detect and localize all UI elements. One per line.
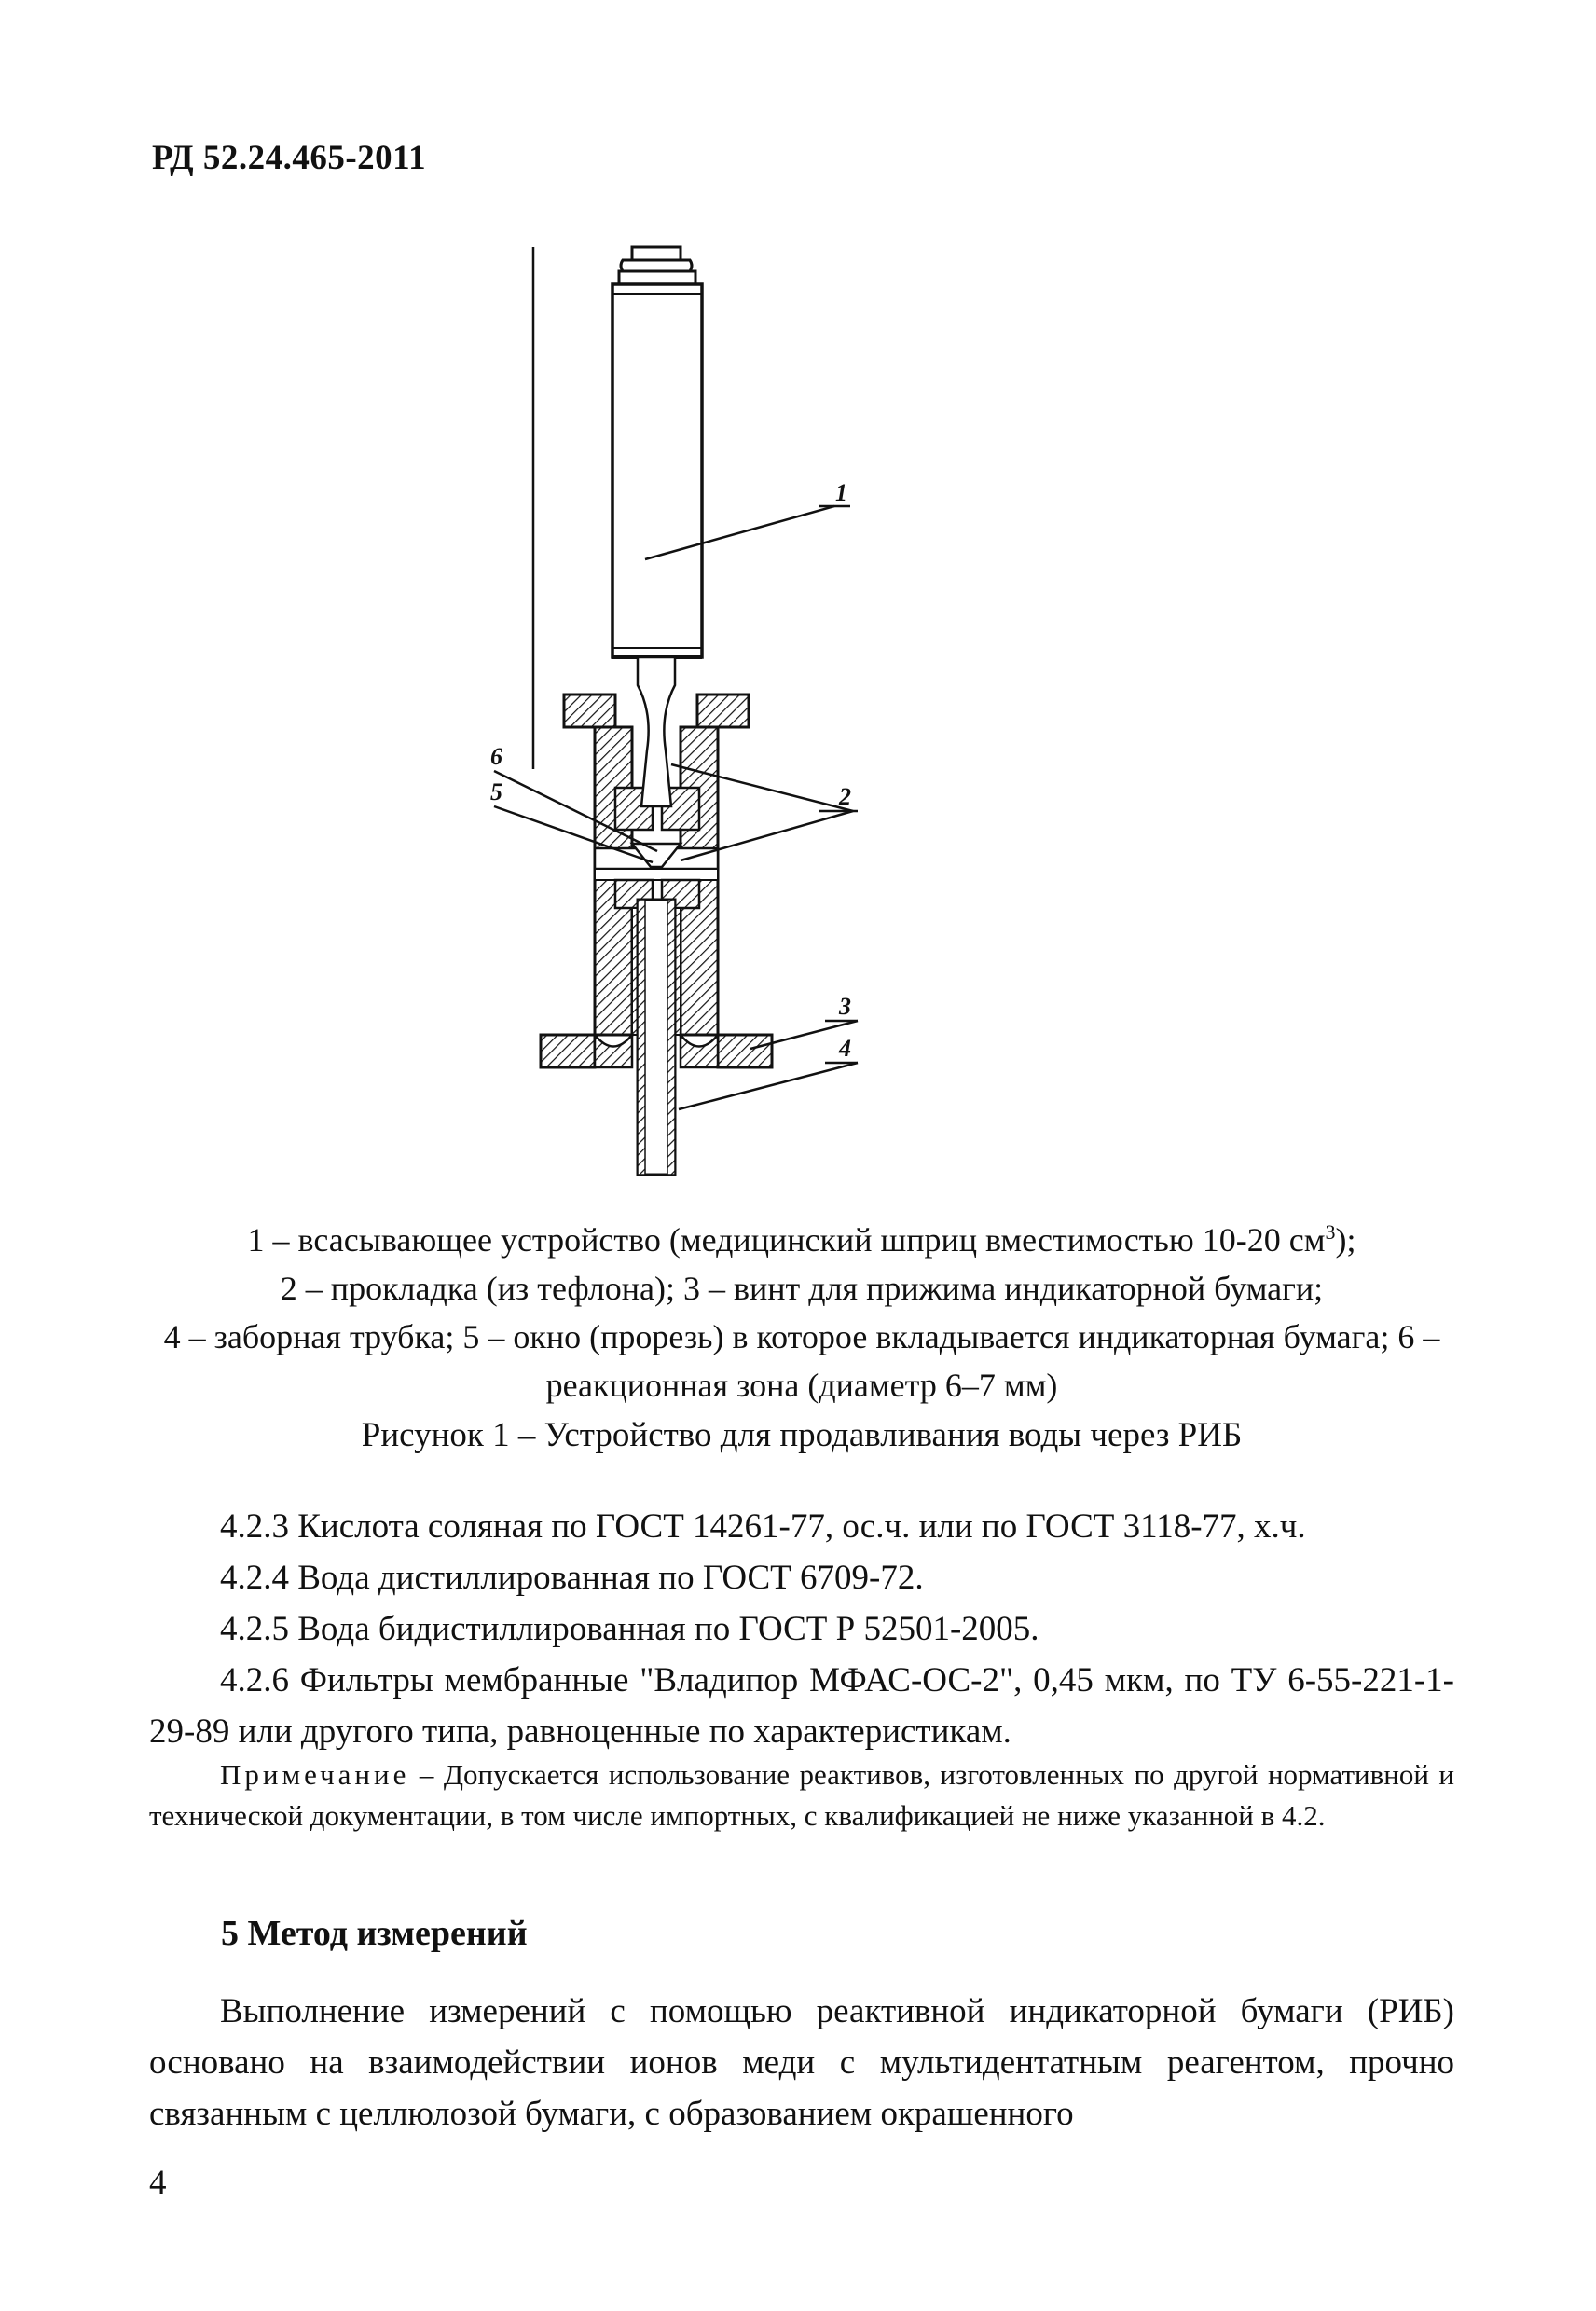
document-code-header: РД 52.24.465-2011 (152, 139, 427, 177)
figure-legend (149, 1208, 1454, 1410)
intake-tube-part (638, 900, 675, 1175)
note-text: – Допускается использование реактивов, изготовленных по другой нормативной и технической документации, в том числе импортных, с квалификацией не ниже указанной в 4.2. (149, 1758, 1454, 1832)
figure-label-3: 3 (839, 993, 851, 1020)
list-item: 4.2.5 Вода бидистиллированная по ГОСТ Р 52501-2005. (220, 1610, 1039, 1648)
body-paragraph: Выполнение измерений с помощью реактивной индикаторной бумаги (РИБ) основано на взаимодействии ионов меди с мультидентатным реагентом, прочно связанным с целлюлозой бумаги, с образованием окрашенного (149, 1992, 1454, 2133)
list-item: 4.2.4 Вода дистиллированная по ГОСТ 6709-72. (220, 1559, 924, 1597)
reagent-list (149, 1501, 1454, 1757)
legend-line-3: 4 – заборная трубка; 5 – окно (прорезь) в которое вкладывается индикаторная бумага; 6 – реакционная зона (диаметр 6–7 мм) (163, 1318, 1440, 1404)
note-label: Примечание (220, 1758, 410, 1791)
legend-line-1: 1 – всасывающее устройство (медицинский шприц вместимостью 10-20 $см^3$); (247, 1220, 1356, 1259)
figure-title: Рисунок 1 – Устройство для продавливания воды через РИБ (361, 1416, 1243, 1454)
figure-label-6: 6 (490, 743, 502, 770)
note-paragraph (149, 1754, 1454, 1836)
page-number: 4 (149, 2164, 167, 2202)
section-heading: 5 Метод измерений (221, 1914, 528, 1953)
device-figure (490, 247, 914, 1179)
list-item: 4.2.6 Фильтры мембранные "Владипор МФАС-ОС-2", 0,45 мкм, по ТУ 6-55-221-1-29-89 или другого типа, равноценные по характеристикам. (149, 1661, 1454, 1751)
figure-label-5: 5 (490, 778, 502, 805)
legend-line-2: 2 – прокладка (из тефлона); 3 – винт для прижима индикаторной бумаги; (280, 1270, 1324, 1307)
figure-label-4: 4 (839, 1035, 851, 1062)
figure-label-2: 2 (839, 783, 851, 810)
figure-label-1: 1 (835, 479, 847, 506)
syringe-part (612, 247, 702, 657)
list-item: 4.2.3 Кислота соляная по ГОСТ 14261-77, ос.ч. или по ГОСТ 3118-77, х.ч. (220, 1507, 1306, 1546)
